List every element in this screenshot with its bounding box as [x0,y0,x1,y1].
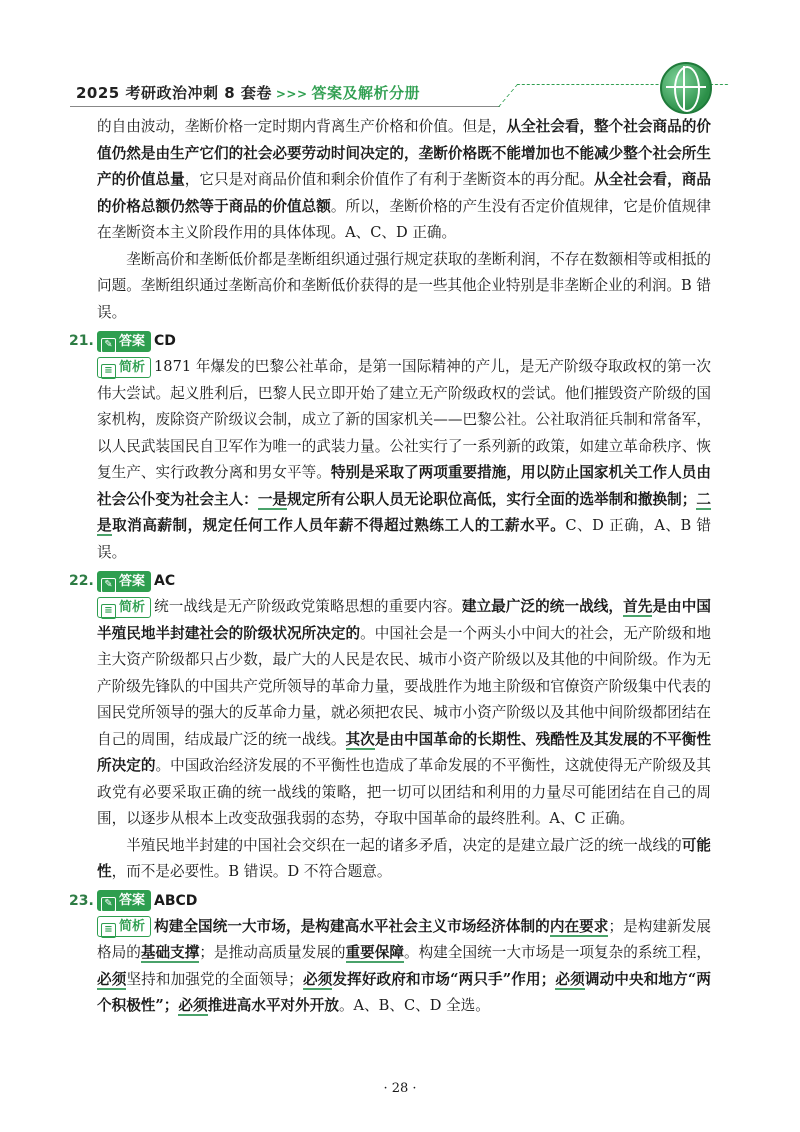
answer-label: 答案 [119,573,146,589]
analysis-label: 简析 [119,359,146,375]
book-icon: ≡ [101,923,116,938]
text-run: 必须 [97,970,127,988]
answer-value: CD [154,333,176,349]
text-run: 。中国政治经济发展的不平衡性也造成了革命发展的不平衡性，这就使得无产阶级及其政党有必要采取正确的统一战线的策略，把一切可以团结和利用的力量尽可能团结在自己的周围，以逐步从根本上改变敌强我弱的态势，夺取中国革命的最终胜利。A、C 正确。 [97,757,711,827]
analysis-label: 简析 [119,599,146,615]
text-run: 内在要求 [549,917,609,935]
text-run: 必须 [178,997,208,1014]
analysis-paragraph [97,833,711,886]
answer-badge [97,890,151,911]
book-subtitle: 答案及解析分册 [311,84,421,102]
question-number: 21. [69,333,94,349]
book-icon: ≡ [101,364,116,379]
text-run: 是由中国革命的长期性、残酷性及其发展的不平衡性所决定的 [97,730,711,774]
intro-paragraph-1 [97,114,711,247]
text-run: 必须 [555,970,585,988]
text-run: ；是推动高质量发展的 [199,944,346,961]
text-run: 从全社会看，商品的价格总额仍然等于商品的价值总额 [97,171,711,215]
text-run: 构建全国统一大市场，是构建高水平社会主义市场经济体制的 [154,917,550,935]
arrows-icon: >>> [275,87,308,101]
analysis-badge [97,357,151,378]
text-run: 规定所有公职人员无论职位高低，实行全面的选举制和撤换制； [287,490,697,508]
text-run: 。A、B、C、D 全选。 [338,997,490,1014]
answer-value: ABCD [154,892,198,909]
answer-value: AC [154,573,176,589]
text-run: 1871 年爆发的巴黎公社革命，是第一国际精神的产儿，是无产阶级夺取政权的第一次伟大尝试。起义胜利后，巴黎人民立即开始了建立无产阶级政权的尝试。他们摧毁资产阶级的国家机构，废除资产阶级议会制，成立了新的国家机关——巴黎公社。公社取消征兵制和常备军，以人民武装国民自卫军作为唯一的武装力量。公社实行了一系列新的政策，如建立革命秩序、恢复生产、实行政教分离和男女平等。 [97,358,711,481]
text-run: 半殖民地半封建的中国社会交织在一起的诸多矛盾，决定的是建立最广泛的统一战线的 [126,836,682,854]
page-header [70,78,710,104]
text-run: ，它只是对商品价值和剩余价值作了有利于垄断资本的再分配。 [184,171,595,188]
pencil-icon: ✎ [101,897,116,912]
page-number: · 28 · [383,1081,417,1096]
text-run: 。构建全国统一大市场是一项复杂的系统工程， [404,944,711,961]
book-icon: ≡ [101,604,116,619]
text-run: 统一战线是无产阶级政党策略思想的重要内容。 [154,598,462,615]
analysis-paragraph [97,914,711,1020]
intro-paragraph-2: 垄断高价和垄断低价都是垄断组织通过强行规定获取的垄断利润，不存在数额相等或相抵的问题。垄断组织通过垄断高价和垄断低价获得的是一些其他企业特别是非垄断企业的利润。B 错误。 [97,250,711,321]
pencil-icon: ✎ [101,578,116,593]
pencil-icon: ✎ [101,338,116,353]
text-run: ；是构建新发展格局的 [97,917,711,961]
text-run: 从全社会看，整个社会商品的价值仍然是由生产它们的社会必要劳动时间决定的，垄断价格既不能增加也不能减少整个社会所生产的价值总量 [97,118,711,188]
text-run: 基础支撑 [140,944,200,961]
text-run: 特别是采取了两项重要措施，用以防止国家机关工作人员由社会公仆变为社会主人： [97,464,711,508]
text-run: 建立最广泛的统一战线， [461,598,624,615]
question-number: 23. [69,892,94,909]
text-run: 可能性 [97,836,711,880]
text-run: 的自由波动，垄断价格一定时期内背离生产价格和价值。但是， [97,118,507,135]
book-title: 2025 考研政治冲刺 8 套卷 [76,84,272,102]
answer-badge [97,571,151,592]
answer-label: 答案 [119,333,146,349]
question-answer-line [69,568,711,594]
text-run: 推进高水平对外开放 [207,997,339,1014]
text-run: 。中国社会是一个两头小中间大的社会，无产阶级和地主大资产阶级都只占少数，最广大的人民是农民、城市小资产阶级以及其他的中间阶级。作为无产阶级先锋队的中国共产党所领导的革命力量，要战胜作为地主阶级和官僚资产阶级集中代表的国民党所领导的强大的反革命力量，就必须把农民、城市小资产阶级以及其他中间阶级都团结在自己的周围，结成最广泛的统一战线。 [97,624,711,748]
text-run: 重要保障 [345,944,405,961]
text-run: C、D 正确，A、B 错误。 [97,517,711,561]
text-run: 。所以，垄断价格的产生没有否定价值规律，它是价值规律在垄断资本主义阶段作用的具体体现。A、C、D 正确。 [97,197,711,241]
text-run: 坚持和加强党的全面领导； [126,970,303,988]
analysis-badge [97,597,151,618]
analysis-badge [97,916,151,937]
question-list [69,328,711,1020]
header-rule [70,106,500,107]
text-run: 是由中国半殖民地半封建社会的阶级状况所决定的 [97,598,711,642]
text-run: 取消高薪制，规定任何工作人员年薪不得超过熟练工人的工薪水平。 [112,517,566,534]
text-run: 其次 [345,730,375,748]
page-content [69,114,711,1020]
analysis-label: 简析 [119,919,146,934]
text-run: 必须 [302,970,333,988]
question-number: 22. [69,573,94,589]
text-run: ，而不是必要性。B 错误。D 不符合题意。 [111,863,392,880]
text-run: 二是 [97,490,711,534]
answer-badge [97,331,151,352]
question-answer-line [69,328,711,354]
analysis-paragraph [97,594,711,833]
globe-icon [660,62,712,114]
text-run: 调动中央和地方“两个积极性”； [97,970,711,1014]
analysis-paragraph [97,354,711,566]
answer-label: 答案 [119,893,146,908]
text-run: 一是 [257,490,288,508]
question-answer-line [69,888,711,914]
header-title [76,82,420,103]
text-run: 发挥好政府和市场“两只手”作用； [332,970,556,988]
text-run: 首先 [623,598,653,615]
